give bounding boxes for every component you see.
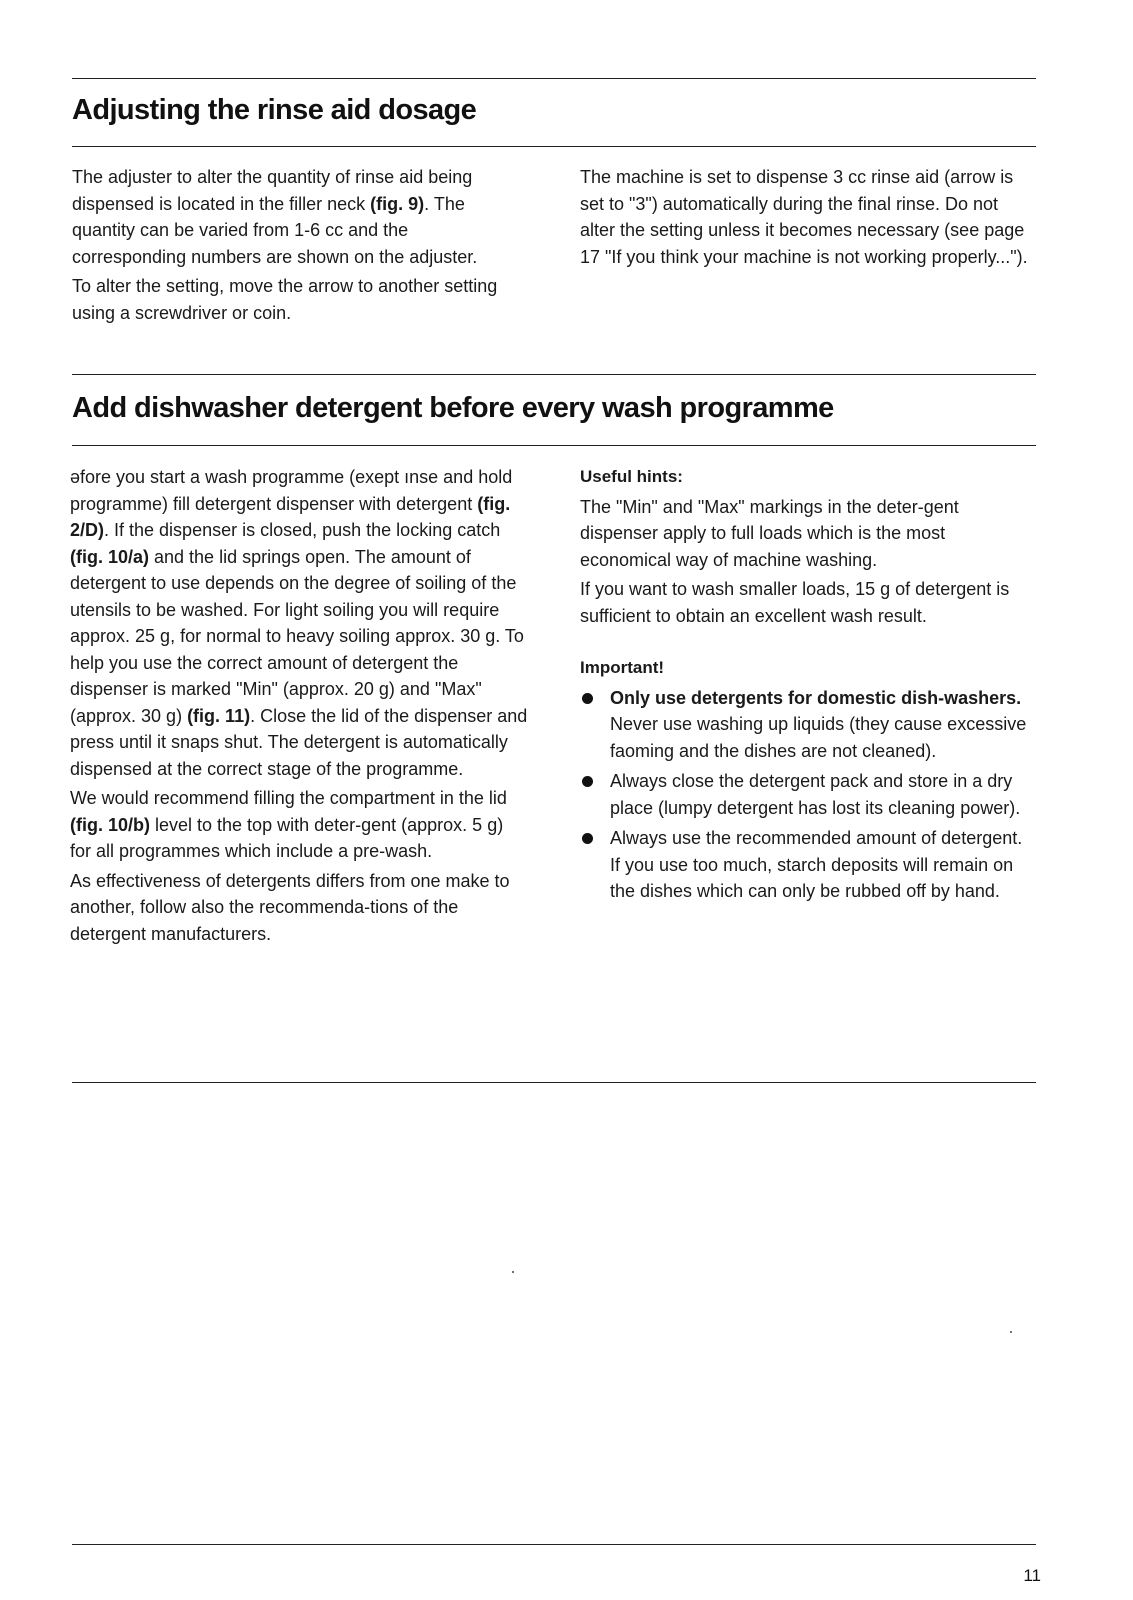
important-heading: Important! (580, 658, 665, 677)
figure-reference: (fig. 10/a) (70, 546, 150, 567)
section-title-rule (72, 445, 1036, 446)
figure-reference: (fig. 11) (187, 705, 251, 726)
paragraph: The adjuster to alter the quantity of rinse aid being dispensed is located in the filler neck (fig. 9). The quantity can be varied from 1-6 cc and the corresponding numbers are shown on the adjuster. (72, 167, 478, 267)
paragraph: The machine is set to dispense 3 cc rinse aid (arrow is set to "3") automatically during the final rinse. Do not alter the setting unless it becomes necessary (see page 17 "If you think your machine is not working properly..."). (580, 167, 1028, 267)
paragraph: If you want to wash smaller loads, 15 g of detergent is sufficient to obtain an excellent wash result. (580, 579, 1010, 626)
list-item: Always close the detergent pack and store in a dry place (lumpy detergent has lost its cleaning power). (580, 768, 1038, 821)
bullet-icon (582, 693, 593, 704)
list-item: Always use the recommended amount of detergent. If you use too much, starch deposits will remain on the dishes which can only be rubbed off by hand. (580, 825, 1038, 905)
page-number: 11 (1023, 1566, 1041, 1585)
paragraph: To alter the setting, move the arrow to another setting using a screwdriver or coin. (72, 276, 498, 323)
section-title-rinse-aid: Adjusting the rinse aid dosage (72, 94, 477, 126)
paragraph: As effectiveness of detergents differs from one make to another, follow also the recommenda-tions of the detergent manufacturers. (70, 870, 510, 944)
bullet-icon (582, 833, 593, 844)
scan-speck (512, 1271, 514, 1273)
useful-hints-heading: Useful hints: (580, 467, 683, 486)
section-title-detergent: Add dishwasher detergent before every wash programme (72, 392, 834, 424)
paragraph: The "Min" and "Max" markings in the deter-gent dispenser apply to full loads which is the most economical way of machine washing. (580, 496, 959, 570)
figure-reference: (fig. 10/b) (70, 814, 150, 835)
scan-speck (1010, 1331, 1012, 1333)
rinse-aid-left-column (72, 164, 527, 329)
section-title-rule (72, 146, 1036, 147)
section-end-rule (72, 1082, 1036, 1083)
paragraph: We would recommend filling the compartment in the lid (fig. 10/b) level to the top with deter-gent (approx. 5 g) for all programmes which include a pre-wash. (70, 788, 507, 861)
figure-reference: (fig. 2/D) (70, 493, 511, 540)
detergent-left-column (70, 464, 528, 950)
bullet-icon (582, 776, 593, 787)
important-bullet-list (580, 685, 1038, 905)
footer-rule (72, 1544, 1036, 1545)
detergent-right-column (580, 464, 1038, 909)
figure-reference: (fig. 9) (370, 193, 425, 214)
paragraph: əfore you start a wash programme (exept ınse and hold programme) fill detergent dispenser with detergent (fig. 2/D). If the dispenser is closed, push the locking catch (fig. 10/a) and the lid springs open. The amount of detergent to use depends on the degree of soiling of the utensils to be washed. For light soiling you will require approx. 25 g, for normal to heavy soiling approx. 30 g. To help you use the correct amount of detergent the dispenser is marked "Min" (approx. 20 g) and "Max" (approx. 30 g) (fig. 11). Close the lid of the dispenser and press until it snaps shut. The detergent is automatically dispensed at the correct stage of the programme. (70, 467, 528, 779)
top-rule (72, 78, 1036, 79)
rinse-aid-right-column (580, 164, 1036, 273)
section-rule (72, 374, 1036, 375)
list-item: Only use detergents for domestic dish-washers. Never use washing up liquids (they cause excessive faoming and the dishes are not cleaned). (580, 685, 1038, 765)
